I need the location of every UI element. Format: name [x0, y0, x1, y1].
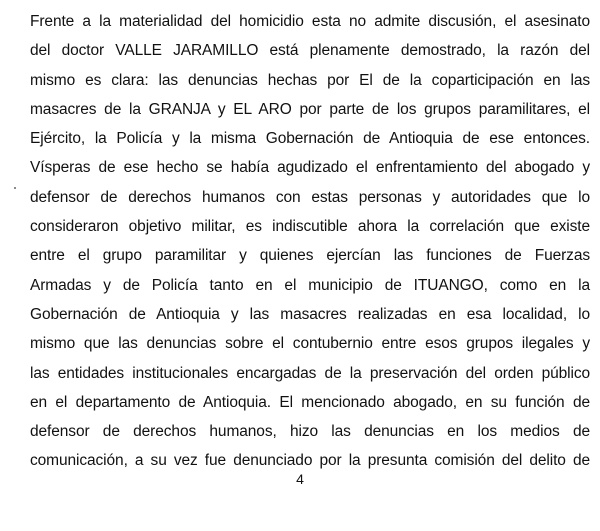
text-line: comunicación, a su vez fue denunciado por la presunta comisión del delito de	[30, 452, 590, 470]
scan-speck	[14, 187, 16, 189]
text-line: del doctor VALLE JARAMILLO está plenamente demostrado, la razón del	[30, 42, 590, 60]
body-paragraph	[30, 7, 590, 476]
text-line: Armadas y de Policía tanto en el municipio de ITUANGO, como en la	[30, 276, 590, 294]
text-line: consideraron objetivo militar, es indiscutible ahora la correlación que existe	[30, 218, 590, 236]
text-line: Vísperas de ese hecho se había agudizado el enfrentamiento del abogado y	[30, 159, 590, 177]
text-line: las entidades institucionales encargadas de la preservación del orden público	[30, 364, 590, 382]
text-line: en el departamento de Antioquia. El mencionado abogado, en su función de	[30, 393, 590, 411]
text-line: mismo que las denuncias sobre el contubernio entre esos grupos ilegales y	[30, 335, 590, 353]
text-line: Ejército, la Policía y la misma Gobernación de Antioquia de ese entonces.	[30, 130, 590, 148]
text-line: defensor de derechos humanos, hizo las denuncias en los medios de	[30, 423, 590, 441]
text-line: defensor de derechos humanos con estas personas y autoridades que lo	[30, 188, 590, 206]
page-number: 4	[296, 471, 304, 487]
text-line: entre el grupo paramilitar y quienes ejercían las funciones de Fuerzas	[30, 247, 590, 265]
text-line: masacres de la GRANJA y EL ARO por parte de los grupos paramilitares, el	[30, 100, 590, 118]
text-line: Frente a la materialidad del homicidio esta no admite discusión, el asesinato	[30, 13, 590, 30]
text-line: Gobernación de Antioquia y las masacres realizadas en esa localidad, lo	[30, 305, 590, 323]
text-line: mismo es clara: las denuncias hechas por El de la coparticipación en las	[30, 71, 590, 89]
